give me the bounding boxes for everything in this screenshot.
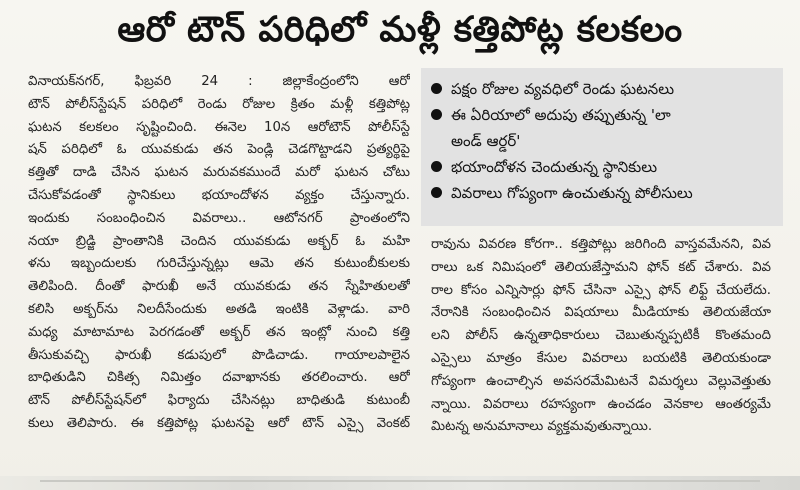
- highlight-text: వివరాలు గోప్యంగా ఉంచుతున్న పోలీసులు: [451, 184, 693, 202]
- article-line: గోప్యంగా ఉంచాల్సిన అవసరమేమిటనే విమర్శలు వెల్లువెత్తుతు: [431, 373, 771, 389]
- article-line: కులు తెలిపారు. ఈ కత్తిపోట్ల ఘటనపై ఆరో టౌన్ ఎస్సై వెంకట్: [28, 415, 410, 431]
- article-line: ళను ఇబ్బందులకు గురిచేస్తున్నట్లు ఆమె తన కుటుంబీకులకు: [28, 256, 410, 272]
- bullet-dot-icon: [431, 161, 442, 172]
- bullet-dot-icon: [431, 83, 442, 94]
- article-right-column: [431, 234, 771, 439]
- article-line: బాధితుడిని చికిత్స నిమిత్తం దవాఖానకు తరలించారు. ఆరో: [28, 370, 410, 386]
- highlight-item: [421, 76, 783, 102]
- article-line: రాల కోసం ఎన్నిసార్లు ఫోన్ చేసినా ఎస్సై ఫోన్ లిఫ్ట్ చేయలేదు.: [431, 282, 771, 298]
- article-line: షన్ పరిధిలో ఓ యువకుడు తన పెండ్లి చెడగొట్టాడని ప్రత్యర్థిపై: [28, 142, 410, 158]
- bullet-dot-icon: [431, 187, 442, 198]
- article-line: తీసుకువచ్చి ఫారుఖీ కడుపులో పొడిచాడు. గాయాలపాలైన: [28, 347, 410, 363]
- article-line: తెలిపింది. దీంతో ఫారుఖీ అనే యువకుడు తన స్నేహితులతో: [28, 279, 410, 295]
- article-line: మధ్య మాటామాట పెరగడంతో అక్బర్ తన ఇంట్లో నుంచి కత్తి: [28, 324, 410, 340]
- article-line: టౌన్ పోలీస్‌స్టేషన్‌లో ఫిర్యాదు చేసినట్లు బాధితుడి కుటుంబీ: [28, 393, 410, 409]
- bullet-dot-icon: [431, 109, 442, 120]
- highlights-box: [421, 68, 783, 226]
- article-line: చేసుకోవడంతో స్థానికులు భయాందోళన వ్యక్తం చేస్తున్నారు.: [28, 187, 410, 203]
- highlight-text: పక్షం రోజుల వ్యవధిలో రెండు ఘటనలు: [451, 80, 675, 98]
- article-line: రాలు ఒక నిమిషంలో తెలియజేస్తామని ఫోన్ కట్ చేశారు. వివ: [431, 259, 771, 275]
- divider: [40, 480, 760, 482]
- article-left-column: [28, 71, 410, 436]
- article-line: కలిసి అక్బర్‌ను నిలదీసేందుకు అతడి ఇంటికి వెళ్లాడు. వారి: [28, 301, 410, 317]
- article-line: మిటన్న అనుమానాలు వ్యక్తమవుతున్నాయి.: [431, 419, 653, 435]
- highlight-text: ఈ ఏరియాలో అదుపు తప్పుతున్న 'లా అండ్ ఆర్డర్': [451, 106, 671, 150]
- article-line: కత్తితో దాడి చేసిన ఘటన మరువకముందే మరో ఘటన చోటు: [28, 165, 410, 181]
- article-line: నయా బ్రిడ్జి ప్రాంతానికి చెందిన యువకుడు అక్బర్ ఓ మహి: [28, 233, 410, 249]
- bottom-edge-strip: [0, 476, 800, 490]
- headline: ఆరో టౌన్ పరిధిలో మళ్లీ కత్తిపోట్ల కలకలం: [117, 10, 683, 50]
- highlights-list: [421, 68, 783, 206]
- highlight-item: [421, 180, 783, 206]
- highlight-item: [421, 102, 783, 154]
- article-line: ఇందుకు సంబంధించిన వివరాలు.. ఆటోనగర్ ప్రాంతంలోని: [28, 210, 410, 226]
- highlight-item: [421, 154, 783, 180]
- article-line: టౌన్ పోలీస్‌స్టేషన్ పరిధిలో రెండు రోజుల క్రితం మళ్లీ కత్తిపోట్ల: [28, 96, 410, 112]
- article-line: న్నాయి. వివరాలు రహస్యంగా ఉంచడం వెనకాల ఆంతర్యమే: [431, 396, 771, 412]
- article-line: నేరానికి సంబంధించిన విషయాలు మీడియాకు తెలియజేయా: [431, 305, 771, 321]
- article-line: వినాయక్‌నగర్, ఫిబ్రవరి 24 : జిల్లాకేంద్రంలోని ఆరో: [28, 74, 410, 89]
- highlight-text: భయాందోళన చెందుతున్న స్థానికులు: [451, 158, 658, 176]
- article-line: ఎస్సైలు మాత్రం కేసుల వివరాలు బయటికి తెలియకుండా: [431, 350, 771, 366]
- article-line: రావును వివరణ కోరగా.. కత్తిపోట్లు జరిగింది వాస్తవమేనని, వివ: [431, 237, 771, 252]
- article-line: ఘటన కలకలం సృష్టించింది. ఈనెల 10న ఆరోటౌన్ పోలీస్‌స్టే: [28, 119, 410, 135]
- article-line: లని పోలీస్ ఉన్నతాధికారులు చెబుతున్నప్పటికీ కొంతమంది: [431, 328, 771, 344]
